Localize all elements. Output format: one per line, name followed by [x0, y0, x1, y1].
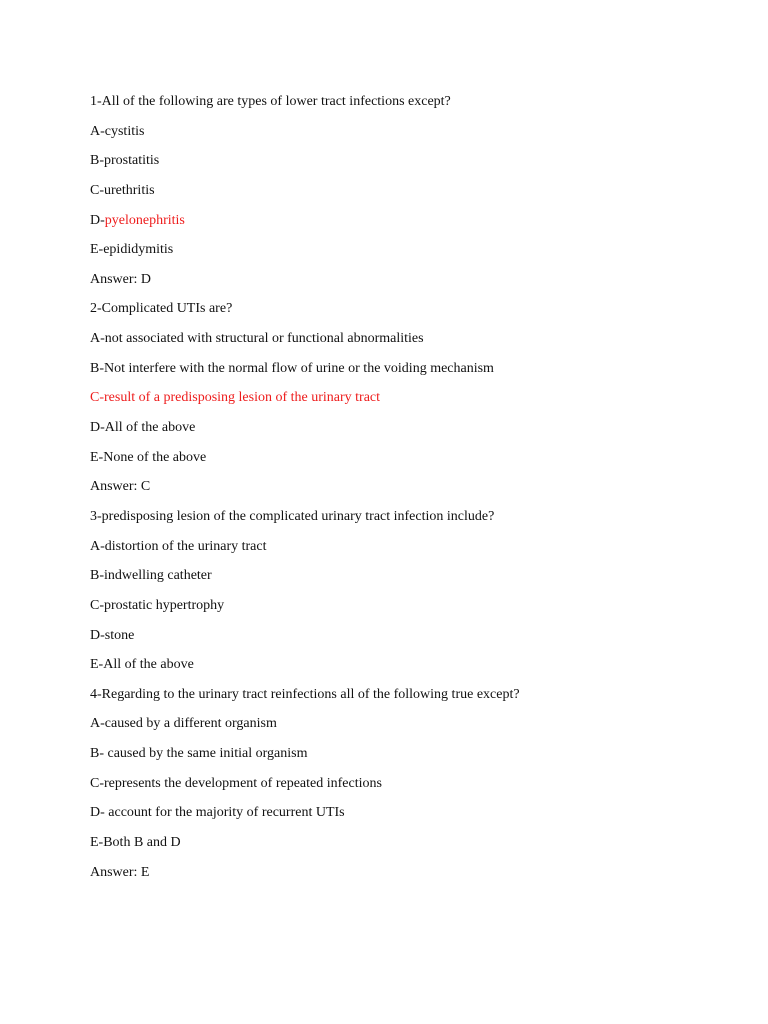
option-d-prefix: D-: [90, 212, 105, 228]
question-1-option-c: C-urethritis: [90, 182, 155, 198]
question-4: 4-Regarding to the urinary tract reinfections all of the following true except?: [90, 686, 520, 702]
question-1-option-a: A-cystitis: [90, 123, 145, 139]
question-1-option-d: [90, 211, 730, 241]
question-4-answer: Answer: E: [90, 864, 150, 880]
question-3-option-c: C-prostatic hypertrophy: [90, 597, 225, 613]
question-3-option-b: B-indwelling catheter: [90, 568, 212, 584]
question-2: 2-Complicated UTIs are?: [90, 301, 233, 317]
question-3-option-d: D-stone: [90, 627, 135, 643]
question-2-answer: Answer: C: [90, 479, 151, 495]
question-3-option-e: E-All of the above: [90, 657, 194, 673]
question-3-option-a: A-distortion of the urinary tract: [90, 538, 267, 554]
question-4-option-e: E-Both B and D: [90, 835, 181, 851]
question-1-option-e: E-epididymitis: [90, 242, 174, 258]
question-2-option-b: B-Not interfere with the normal flow of urine or the voiding mechanism: [90, 360, 494, 376]
highlighted-correct-answer: pyelonephritis: [104, 212, 185, 228]
question-4-option-c: C-represents the development of repeated infections: [90, 775, 382, 791]
question-2-option-c-highlighted: C-result of a predisposing lesion of the urinary tract: [90, 390, 381, 406]
question-2-option-a: A-not associated with structural or functional abnormalities: [90, 331, 424, 347]
question-4-option-a: A-caused by a different organism: [90, 716, 277, 732]
document-page: [90, 92, 730, 892]
question-1-option-b: B-prostatitis: [90, 153, 160, 169]
question-2-option-e: E-None of the above: [90, 449, 207, 465]
question-1-answer: Answer: D: [90, 271, 152, 287]
question-1: 1-All of the following are types of lower tract infections except?: [90, 94, 451, 109]
question-2-option-d: D-All of the above: [90, 420, 196, 436]
question-3: 3-predisposing lesion of the complicated urinary tract infection include?: [90, 508, 495, 524]
question-4-option-b: B- caused by the same initial organism: [90, 746, 308, 762]
question-4-option-d: D- account for the majority of recurrent UTIs: [90, 805, 345, 821]
